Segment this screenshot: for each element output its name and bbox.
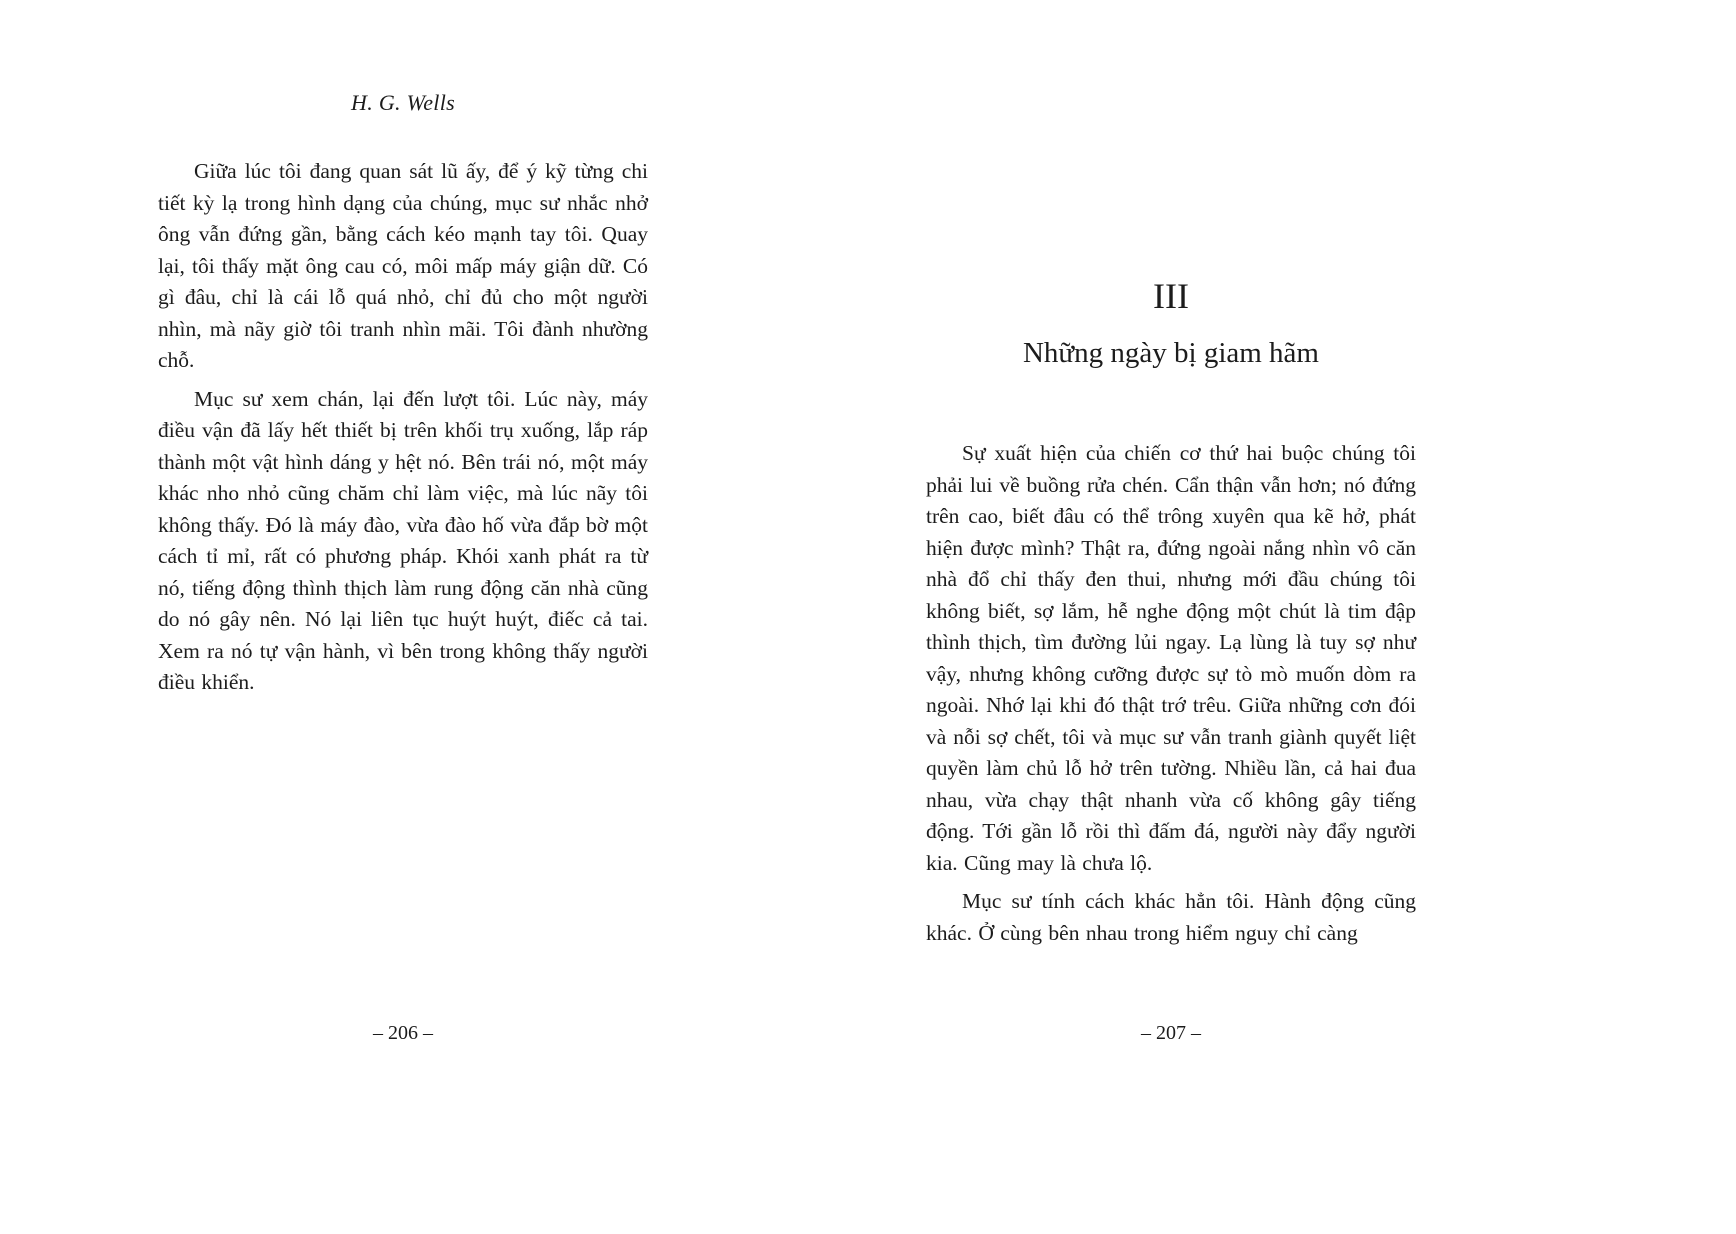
page-left-content xyxy=(158,90,648,699)
page-right-content xyxy=(926,438,1416,949)
paragraph: Mục sư tính cách khác hẳn tôi. Hành động cũng khác. Ở cùng bên nhau trong hiểm nguy chỉ càng xyxy=(926,889,1416,945)
running-header-author: H. G. Wells xyxy=(351,90,455,115)
page-left-body xyxy=(158,156,648,699)
paragraph: Giữa lúc tôi đang quan sát lũ ấy, để ý kỹ từng chi tiết kỳ lạ trong hình dạng của chúng, mục sư nhắc nhở ông vẫn đứng gần, bằng cách kéo mạnh tay tôi. Quay lại, tôi thấy mặt ông cau có, môi mấp máy giận dữ. Có gì đâu, chỉ là cái lỗ quá nhỏ, chỉ đủ cho một người nhìn, mà nãy giờ tôi tranh nhìn mãi. Tôi đành nhường chỗ. xyxy=(158,159,648,372)
chapter-number: III xyxy=(1153,276,1189,316)
page-right-body xyxy=(926,438,1416,949)
paragraph: Sự xuất hiện của chiến cơ thứ hai buộc chúng tôi phải lui về buồng rửa chén. Cẩn thận vẫn hơn; nó đứng trên cao, biết đâu có thể trông xuyên qua kẽ hở, phát hiện được mình? Thật ra, đứng ngoài nắng nhìn vô căn nhà đổ chỉ thấy đen thui, nhưng mới đầu chúng tôi không biết, sợ lắm, hễ nghe động một chút là tim đập thình thịch, tìm đường lủi ngay. Lạ lùng là tuy sợ như vậy, nhưng không cưỡng được sự tò mò muốn dòm ra ngoài. Nhớ lại khi đó thật trớ trêu. Giữa những cơn đói và nỗi sợ chết, tôi và mục sư vẫn tranh giành quyết liệt quyền làm chủ lỗ hở trên tường. Nhiều lần, cả hai đua nhau, vừa chạy thật nhanh vừa cố không gây tiếng động. Tới gần lỗ rồi thì đấm đá, người này đẩy người kia. Cũng may là chưa lộ. xyxy=(926,441,1416,875)
paragraph: Mục sư xem chán, lại đến lượt tôi. Lúc này, máy điều vận đã lấy hết thiết bị trên khối trụ xuống, lắp ráp thành một vật hình dáng y hệt nó. Bên trái nó, một máy khác nho nhỏ cũng chăm chỉ làm việc, mà lúc nãy tôi không thấy. Đó là máy đào, vừa đào hố vừa đắp bờ một cách tỉ mỉ, rất có phương pháp. Khói xanh phát ra từ nó, tiếng động thình thịch làm rung động căn nhà cũng do nó gây nên. Nó lại liên tục huýt huýt, điếc cả tai. Xem ra nó tự vận hành, vì bên trong không thấy người điều khiển. xyxy=(158,386,648,694)
chapter-heading xyxy=(926,276,1416,370)
chapter-title: Những ngày bị giam hãm xyxy=(1022,337,1319,369)
page-number-right: – 207 – xyxy=(1141,1022,1201,1044)
page-right xyxy=(868,0,1736,1234)
page-number-left: – 206 – xyxy=(373,1022,433,1044)
